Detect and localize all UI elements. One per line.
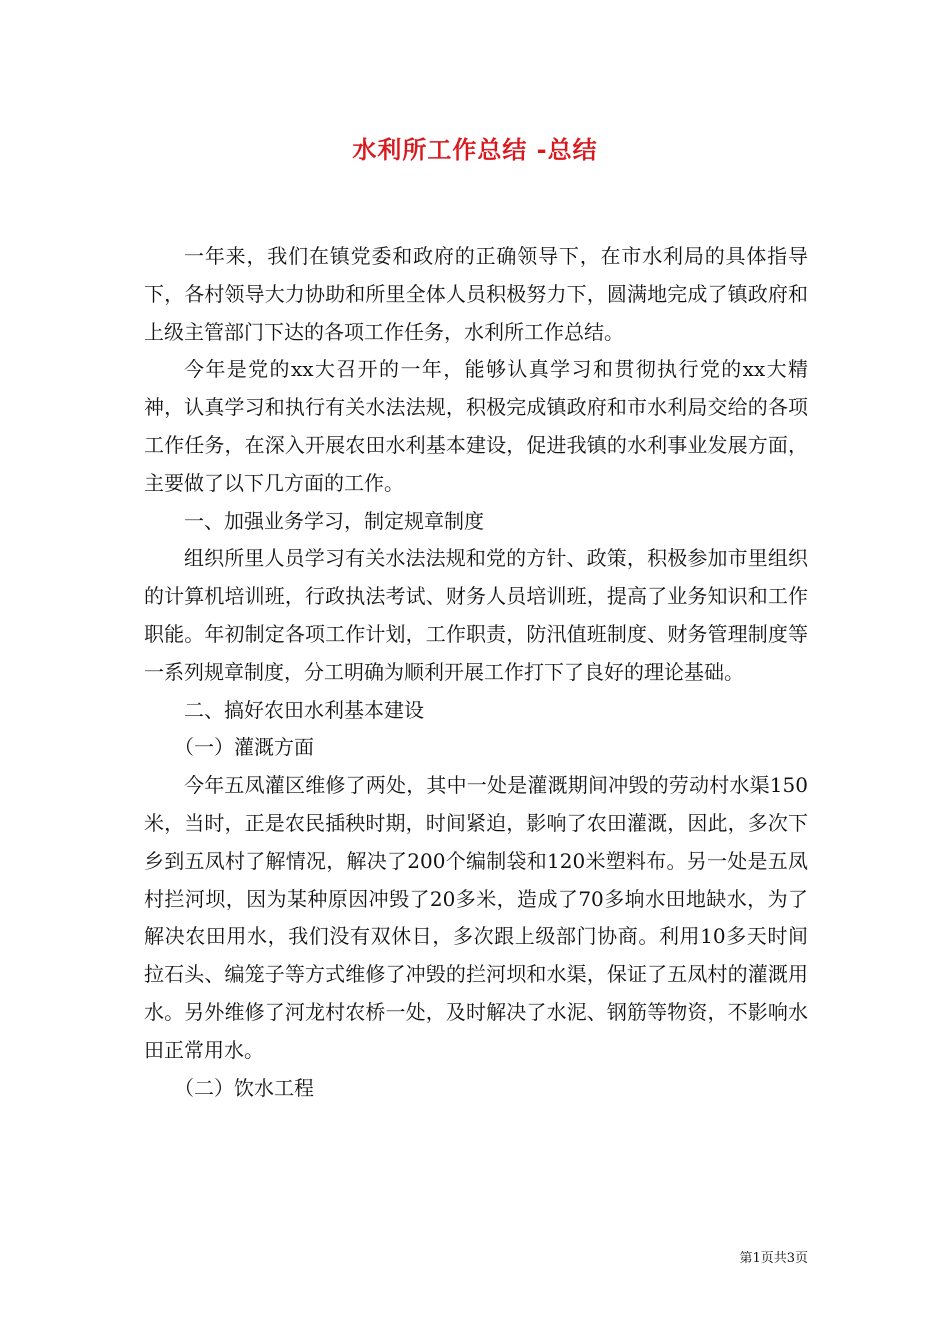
document-body [144,238,808,1107]
paragraph-irrigation: 今年五凤灌区维修了两处，其中一处是灌溉期间冲毁的劳动村水渠150米，当时，正是农民插秧时期，时间紧迫，影响了农田灌溉，因此，多次下乡到五凤村了解情况，解决了200个编制袋和120米塑料布。另一处是五凤村拦河坝，因为某种原因冲毁了20多米，造成了70多垧水田地缺水，为了解决农田用水，我们没有双休日，多次跟上级部门协商。利用10多天时间拉石头、编笼子等方式维修了冲毁的拦河坝和水渠，保证了五凤村的灌溉用水。另外维修了河龙村农桥一处，及时解决了水泥、钢筋等物资，不影响水田正常用水。 [144,773,808,1062]
section-heading-2: 二、搞好农田水利基本建设 [184,697,424,722]
section-heading-1: 一、加强业务学习，制定规章制度 [184,508,484,533]
document-title: 水利所工作总结 -总结 [352,136,598,164]
paragraph-section-1: 组织所里人员学习有关水法法规和党的方针、政策，积极参加市里组织的计算机培训班，行政执法考试、财务人员培训班，提高了业务知识和工作职能。年初制定各项工作计划，工作职责，防汛值班制度、财务管理制度等一系列规章制度，分工明确为顺利开展工作打下了良好的理论基础。 [144,546,808,684]
paragraph-overview: 今年是党的xx大召开的一年，能够认真学习和贯彻执行党的xx大精神，认真学习和执行有关水法法规，积极完成镇政府和市水利局交给的各项工作任务，在深入开展农田水利基本建设，促进我镇的水利事业发展方面，主要做了以下几方面的工作。 [144,357,808,495]
paragraph-intro: 一年来，我们在镇党委和政府的正确领导下，在市水利局的具体指导下，各村领导大力协助和所里全体人员积极努力下，圆满地完成了镇政府和上级主管部门下达的各项工作任务，水利所工作总结。 [144,244,808,344]
page-number: 第1页共3页 [739,1251,808,1266]
subsection-heading-irrigation: （一）灌溉方面 [174,735,314,760]
subsection-heading-drinking-water: （二）饮水工程 [174,1075,314,1100]
